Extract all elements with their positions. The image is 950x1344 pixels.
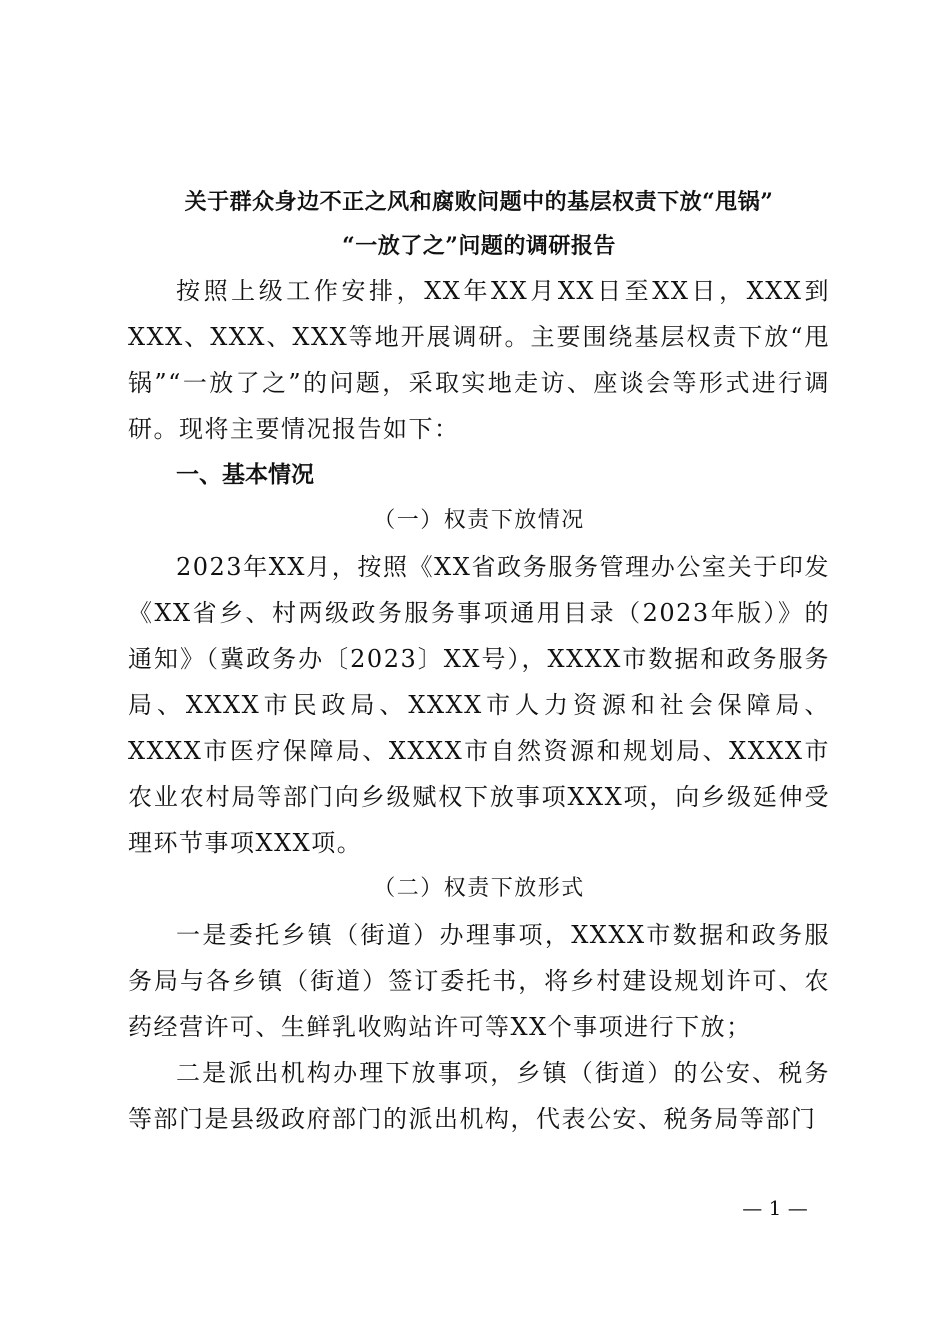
delegation-form-paragraph-1: 一是委托乡镇（街道）办理事项，XXXX市数据和政务服务局与各乡镇（街道）签订委托书，将乡村建设规划许可、农药经营许可、生鲜乳收购站许可等XX个事项进行下放；: [128, 921, 830, 1041]
document-body: [128, 180, 830, 1142]
title-line-1: 关于群众身边不正之风和腐败问题中的基层权责下放“甩锅”: [184, 189, 774, 215]
delegation-form-paragraph-2: 二是派出机构办理下放事项，乡镇（街道）的公安、税务等部门是县级政府部门的派出机构，代表公安、税务局等部门: [128, 1059, 830, 1133]
section-heading-basic-situation: 一、基本情况: [176, 462, 314, 488]
subsection-heading-delegation-status: （一）权责下放情况: [373, 508, 585, 533]
delegation-status-paragraph: 2023年XX月，按照《XX省政务服务管理办公室关于印发《XX省乡、村两级政务服务事项通用目录（2023年版）》的通知》（冀政务办〔2023〕XX号），XXXX市数据和政务服务局、XXXX市民政局、XXXX市人力资源和社会保障局、XXXX市医疗保障局、XXXX市自然资源和规划局、XXXX市农业农村局等部门向乡级赋权下放事项XXX项，向乡级延伸受理环节事项XXX项。: [128, 553, 830, 857]
subsection-heading-delegation-forms: （二）权责下放形式: [373, 876, 585, 901]
title-line-2: “一放了之”问题的调研报告: [342, 233, 616, 259]
document-title: [128, 180, 830, 268]
intro-paragraph: 按照上级工作安排，XX年XX月XX日至XX日，XXX到XXX、XXX、XXX等地开展调研。主要围绕基层权责下放“甩锅”“一放了之”的问题，采取实地走访、座谈会等形式进行调研。现将主要情况报告如下：: [128, 277, 830, 443]
page-number: — 1 —: [742, 1196, 808, 1220]
